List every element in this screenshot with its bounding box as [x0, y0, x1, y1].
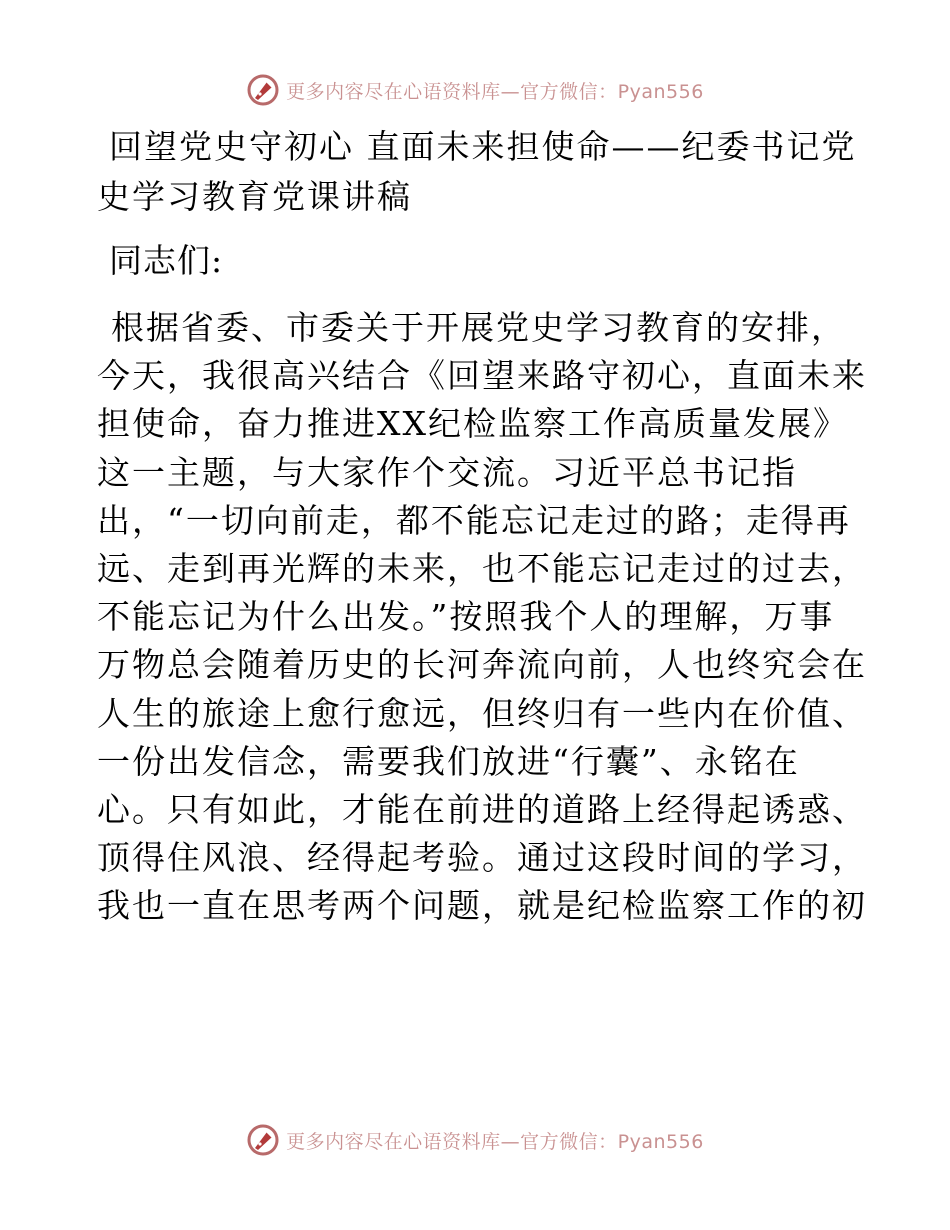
paragraph-line: 我也一直在思考两个问题，就是纪检监察工作的初 [97, 886, 867, 926]
paragraph-line: 万物总会随着历史的长河奔流向前，人也终究会在 [97, 645, 867, 685]
paragraph-line: 这一主题，与大家作个交流。习近平总书记指 [97, 452, 797, 492]
paragraph-line: 担使命，奋力推进XX纪检监察工作高质量发展》 [97, 404, 848, 444]
title-line-1: 回望党史守初心 直面未来担使命——纪委书记党 [109, 127, 857, 166]
watermark-banner-bottom [0, 1120, 950, 1160]
paragraph-line: 一份出发信念，需要我们放进“行囊”、永铭在 [97, 741, 800, 781]
pen-nib-logo-icon [246, 1123, 280, 1157]
paragraph-line: 人生的旅途上愈行愈远，但终归有一些内在价值、 [97, 693, 867, 733]
document-title [97, 122, 857, 222]
watermark-text: 更多内容尽在心语资料库—官方微信：Pyan556 [286, 1130, 704, 1153]
watermark-text: 更多内容尽在心语资料库—官方微信：Pyan556 [286, 80, 704, 103]
paragraph-line: 出，“一切向前走，都不能忘记走过的路；走得再 [97, 500, 851, 540]
paragraph-line: 根据省委、市委关于开展党史学习教育的安排， [111, 308, 846, 347]
paragraph-line: 今天，我很高兴结合《回望来路守初心，直面未来 [97, 356, 867, 396]
document-body [97, 122, 867, 931]
pen-nib-logo-icon [246, 73, 280, 107]
watermark-banner-top [0, 70, 950, 110]
salutation: 同志们: [109, 241, 224, 280]
paragraph-line: 远、走到再光辉的未来，也不能忘记走过的过去， [97, 549, 867, 589]
paragraph-line: 不能忘记为什么出发。”按照我个人的理解，万事 [97, 597, 835, 637]
paragraph-line: 顶得住风浪、经得起考验。通过这段时间的学习， [97, 838, 867, 878]
paragraph-line: 心。只有如此，才能在前进的道路上经得起诱惑、 [97, 790, 867, 830]
body-paragraph [97, 304, 867, 931]
title-line-2: 史学习教育党课讲稿 [97, 177, 412, 216]
